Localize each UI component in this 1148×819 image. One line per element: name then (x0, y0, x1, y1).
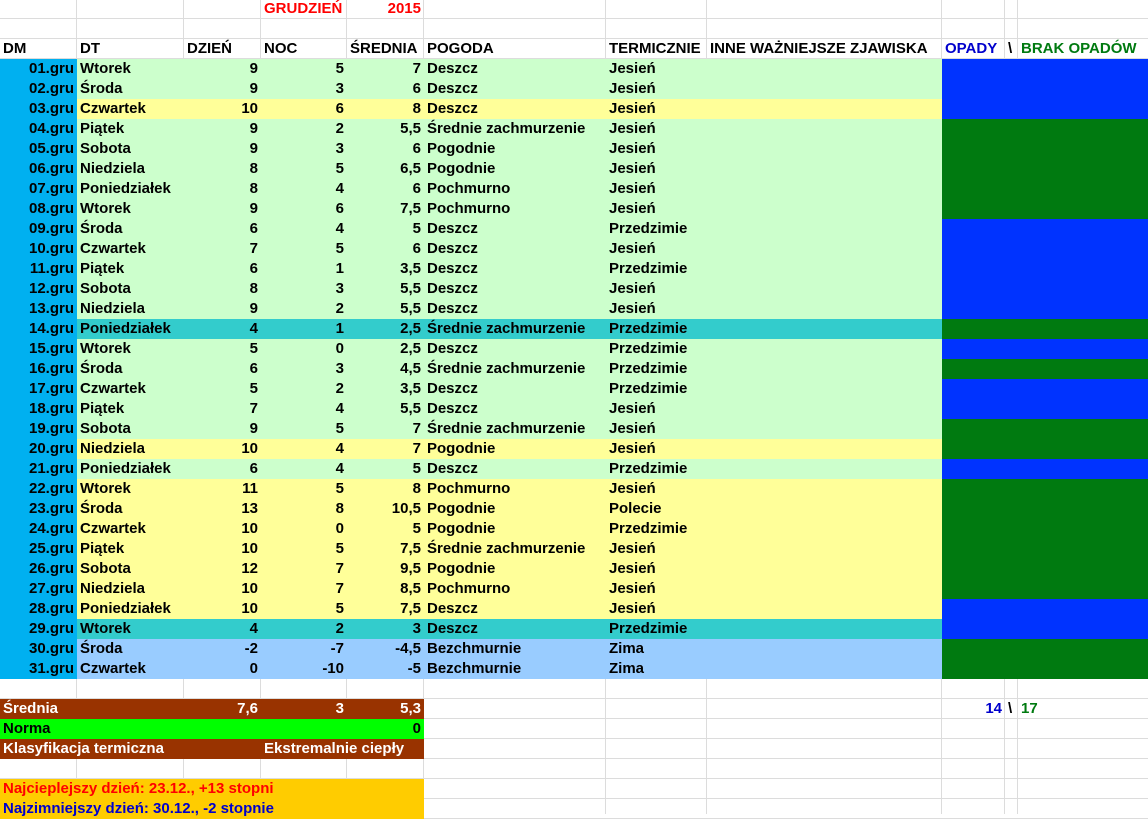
date-cell[interactable]: 24.gru (28, 520, 74, 537)
day-temp-cell[interactable]: 9 (249, 420, 258, 437)
weather-cell[interactable]: Pochmurno (427, 200, 511, 217)
night-temp-cell[interactable]: 4 (335, 440, 344, 457)
thermal-cell[interactable]: Jesień (609, 60, 656, 77)
night-temp-cell[interactable]: -10 (322, 660, 344, 677)
date-cell[interactable]: 04.gru (28, 120, 74, 137)
day-temp-cell[interactable]: 11 (242, 480, 258, 497)
mean-temp-cell[interactable]: 6 (412, 240, 421, 257)
count-separator[interactable]: \ (1008, 700, 1013, 717)
thermal-cell[interactable]: Jesień (609, 240, 656, 257)
mean-temp-cell[interactable]: 7 (412, 440, 421, 457)
day-temp-cell[interactable]: 0 (249, 660, 258, 677)
date-cell[interactable]: 03.gru (28, 100, 74, 117)
date-cell[interactable]: 29.gru (28, 620, 74, 637)
thermal-cell[interactable]: Zima (609, 640, 645, 657)
weekday-cell[interactable]: Sobota (80, 560, 131, 577)
date-cell[interactable]: 30.gru (28, 640, 74, 657)
day-temp-cell[interactable]: -2 (244, 640, 258, 657)
weather-cell[interactable]: Deszcz (427, 300, 478, 317)
avg-night[interactable]: 3 (335, 700, 344, 717)
weather-cell[interactable]: Pogodnie (427, 520, 496, 537)
precip-indicator (942, 499, 1148, 519)
weekday-cell[interactable]: Czwartek (80, 520, 146, 537)
weekday-cell[interactable]: Poniedziałek (80, 180, 171, 197)
day-temp-cell[interactable]: 10 (241, 440, 258, 457)
mean-temp-cell[interactable]: 7,5 (400, 600, 421, 617)
precip-indicator (942, 179, 1148, 199)
weekday-cell[interactable]: Sobota (80, 140, 131, 157)
weekday-cell[interactable]: Wtorek (80, 480, 131, 497)
header-srednia[interactable]: ŚREDNIA (350, 40, 418, 57)
day-temp-cell[interactable]: 4 (249, 320, 258, 337)
mean-temp-cell[interactable]: 6 (412, 180, 421, 197)
precip-indicator (942, 519, 1148, 539)
weather-cell[interactable]: Średnie zachmurzenie (427, 540, 586, 557)
weather-cell[interactable]: Deszcz (427, 240, 478, 257)
weather-cell[interactable]: Bezchmurnie (427, 640, 522, 657)
thermal-cell[interactable]: Przedzimie (609, 380, 688, 397)
precip-indicator (942, 659, 1148, 679)
weekday-cell[interactable]: Poniedziałek (80, 600, 171, 617)
header-sep[interactable]: \ (1008, 40, 1013, 57)
mean-temp-cell[interactable]: -5 (407, 660, 421, 677)
mean-temp-cell[interactable]: 2,5 (400, 340, 421, 357)
day-temp-cell[interactable]: 9 (249, 60, 258, 77)
header-dzien[interactable]: DZIEŃ (187, 40, 232, 57)
thermal-cell[interactable]: Przedzimie (609, 220, 688, 237)
header-noc[interactable]: NOC (264, 40, 298, 57)
night-temp-cell[interactable]: 5 (335, 480, 344, 497)
thermal-cell[interactable]: Przedzimie (609, 460, 688, 477)
weekday-cell[interactable]: Niedziela (80, 440, 146, 457)
date-cell[interactable]: 17.gru (28, 380, 74, 397)
date-cell[interactable]: 27.gru (28, 580, 74, 597)
weekday-cell[interactable]: Czwartek (80, 240, 146, 257)
night-temp-cell[interactable]: 0 (335, 340, 344, 357)
date-cell[interactable]: 23.gru (28, 500, 74, 517)
precip-indicator (942, 199, 1148, 219)
thermal-cell[interactable]: Przedzimie (609, 620, 688, 637)
weather-cell[interactable]: Deszcz (427, 80, 478, 97)
thermal-cell[interactable]: Zima (609, 660, 645, 677)
rain-days-count[interactable]: 14 (985, 700, 1002, 717)
precip-indicator (942, 539, 1148, 559)
avg-day[interactable]: 7,6 (237, 700, 258, 717)
day-temp-cell[interactable]: 5 (249, 340, 258, 357)
precip-indicator (942, 299, 1148, 319)
precip-indicator (942, 339, 1148, 359)
weather-cell[interactable]: Pogodnie (427, 500, 496, 517)
weather-cell[interactable]: Deszcz (427, 400, 478, 417)
day-temp-cell[interactable]: 12 (241, 560, 258, 577)
precip-indicator (942, 139, 1148, 159)
weekday-cell[interactable]: Sobota (80, 420, 131, 437)
precip-indicator (942, 259, 1148, 279)
weather-cell[interactable]: Deszcz (427, 60, 478, 77)
day-temp-cell[interactable]: 8 (249, 160, 258, 177)
mean-temp-cell[interactable]: 5 (412, 220, 421, 237)
mean-temp-cell[interactable]: 9,5 (400, 560, 421, 577)
precip-indicator (942, 119, 1148, 139)
day-temp-cell[interactable]: 4 (249, 620, 258, 637)
weather-cell[interactable]: Deszcz (427, 100, 478, 117)
weather-cell[interactable]: Deszcz (427, 260, 478, 277)
night-temp-cell[interactable]: 7 (335, 580, 344, 597)
mean-temp-cell[interactable]: 7,5 (400, 200, 421, 217)
weekday-cell[interactable]: Poniedziałek (80, 320, 171, 337)
mean-temp-cell[interactable]: 8,5 (400, 580, 421, 597)
night-temp-cell[interactable]: 5 (335, 600, 344, 617)
mean-temp-cell[interactable]: 6 (412, 80, 421, 97)
precip-indicator (942, 439, 1148, 459)
day-temp-cell[interactable]: 9 (249, 120, 258, 137)
mean-temp-cell[interactable]: 6 (412, 140, 421, 157)
weekday-cell[interactable]: Środa (80, 220, 123, 237)
night-temp-cell[interactable]: 5 (335, 540, 344, 557)
weekday-cell[interactable]: Piątek (80, 400, 125, 417)
thermal-cell[interactable]: Jesień (609, 80, 656, 97)
night-temp-cell[interactable]: 1 (335, 320, 344, 337)
date-cell[interactable]: 08.gru (28, 200, 74, 217)
thermal-cell[interactable]: Jesień (609, 140, 656, 157)
mean-temp-cell[interactable]: 3,5 (400, 380, 421, 397)
night-temp-cell[interactable]: 4 (335, 400, 344, 417)
mean-temp-cell[interactable]: 2,5 (400, 320, 421, 337)
thermal-cell[interactable]: Przedzimie (609, 520, 688, 537)
precip-indicator (942, 579, 1148, 599)
weather-cell[interactable]: Średnie zachmurzenie (427, 120, 586, 137)
day-temp-cell[interactable]: 6 (249, 460, 258, 477)
precip-indicator (942, 639, 1148, 659)
thermal-cell[interactable]: Polecie (609, 500, 662, 517)
thermal-cell[interactable]: Jesień (609, 180, 656, 197)
date-cell[interactable]: 28.gru (28, 600, 74, 617)
mean-temp-cell[interactable]: 8 (412, 100, 421, 117)
day-temp-cell[interactable]: 10 (241, 100, 258, 117)
header-brak-opadow[interactable]: BRAK OPADÓW (1021, 40, 1137, 57)
precip-indicator (942, 59, 1148, 79)
date-cell[interactable]: 25.gru (28, 540, 74, 557)
night-temp-cell[interactable]: 5 (335, 420, 344, 437)
month-title[interactable]: GRUDZIEŃ (264, 0, 343, 17)
thermal-cell[interactable]: Przedzimie (609, 260, 688, 277)
weekday-cell[interactable]: Wtorek (80, 200, 131, 217)
mean-temp-cell[interactable]: 4,5 (400, 360, 421, 377)
day-temp-cell[interactable]: 10 (241, 580, 258, 597)
date-cell[interactable]: 15.gru (28, 340, 74, 357)
date-cell[interactable]: 07.gru (28, 180, 74, 197)
day-temp-cell[interactable]: 7 (249, 400, 258, 417)
weekday-cell[interactable]: Czwartek (80, 660, 146, 677)
mean-temp-cell[interactable]: -4,5 (395, 640, 421, 657)
weather-cell[interactable]: Pochmurno (427, 180, 511, 197)
date-cell[interactable]: 16.gru (28, 360, 74, 377)
thermal-cell[interactable]: Przedzimie (609, 340, 688, 357)
day-temp-cell[interactable]: 9 (249, 140, 258, 157)
thermal-cell[interactable]: Jesień (609, 160, 656, 177)
weekday-cell[interactable]: Środa (80, 80, 123, 97)
day-temp-cell[interactable]: 9 (249, 200, 258, 217)
class-label[interactable]: Klasyfikacja termiczna (3, 740, 164, 757)
precip-indicator (942, 619, 1148, 639)
weekday-cell[interactable]: Wtorek (80, 60, 131, 77)
night-temp-cell[interactable]: 2 (335, 380, 344, 397)
date-cell[interactable]: 09.gru (28, 220, 74, 237)
weather-cell[interactable]: Bezchmurnie (427, 660, 522, 677)
weekday-cell[interactable]: Czwartek (80, 100, 146, 117)
weekday-cell[interactable]: Sobota (80, 280, 131, 297)
header-termicznie[interactable]: TERMICZNIE (609, 40, 701, 57)
weather-cell[interactable]: Pogodnie (427, 140, 496, 157)
night-temp-cell[interactable]: 0 (335, 520, 344, 537)
weather-cell[interactable]: Średnie zachmurzenie (427, 320, 586, 337)
day-temp-cell[interactable]: 6 (249, 220, 258, 237)
day-temp-cell[interactable]: 13 (241, 500, 258, 517)
mean-temp-cell[interactable]: 8 (412, 480, 421, 497)
weather-cell[interactable]: Pochmurno (427, 580, 511, 597)
date-cell[interactable]: 31.gru (28, 660, 74, 677)
date-cell[interactable]: 01.gru (28, 60, 74, 77)
weekday-cell[interactable]: Środa (80, 360, 123, 377)
date-cell[interactable]: 21.gru (28, 460, 74, 477)
day-temp-cell[interactable]: 8 (249, 180, 258, 197)
night-temp-cell[interactable]: 4 (335, 180, 344, 197)
date-cell[interactable]: 11.gru (29, 260, 74, 277)
mean-temp-cell[interactable]: 5,5 (400, 120, 421, 137)
precip-indicator (942, 79, 1148, 99)
weather-cell[interactable]: Średnie zachmurzenie (427, 420, 586, 437)
night-temp-cell[interactable]: 6 (335, 100, 344, 117)
precip-indicator (942, 459, 1148, 479)
weather-cell[interactable]: Średnie zachmurzenie (427, 360, 586, 377)
mean-temp-cell[interactable]: 10,5 (391, 500, 421, 517)
warmest-day-note[interactable]: Najcieplejszy dzień: 23.12., +13 stopni (3, 780, 274, 797)
date-cell[interactable]: 06.gru (28, 160, 74, 177)
night-temp-cell[interactable]: 2 (335, 300, 344, 317)
date-cell[interactable]: 13.gru (28, 300, 74, 317)
header-dm[interactable]: DM (3, 40, 27, 57)
precip-indicator (942, 219, 1148, 239)
weekday-cell[interactable]: Niedziela (80, 160, 146, 177)
mean-temp-cell[interactable]: 3,5 (400, 260, 421, 277)
day-temp-cell[interactable]: 10 (241, 540, 258, 557)
day-temp-cell[interactable]: 7 (249, 240, 258, 257)
precip-indicator (942, 319, 1148, 339)
date-cell[interactable]: 02.gru (28, 80, 74, 97)
date-cell[interactable]: 05.gru (28, 140, 74, 157)
weather-cell[interactable]: Deszcz (427, 380, 478, 397)
day-temp-cell[interactable]: 8 (249, 280, 258, 297)
mean-temp-cell[interactable]: 5,5 (400, 400, 421, 417)
date-cell[interactable]: 20.gru (28, 440, 74, 457)
weekday-cell[interactable]: Środa (80, 500, 123, 517)
date-cell[interactable]: 26.gru (28, 560, 74, 577)
thermal-cell[interactable]: Przedzimie (609, 360, 688, 377)
weekday-cell[interactable]: Poniedziałek (80, 460, 171, 477)
night-temp-cell[interactable]: 4 (335, 220, 344, 237)
thermal-cell[interactable]: Jesień (609, 100, 656, 117)
night-temp-cell[interactable]: 5 (335, 240, 344, 257)
weather-cell[interactable]: Pogodnie (427, 160, 496, 177)
weekday-cell[interactable]: Niedziela (80, 300, 146, 317)
dry-days-count[interactable]: 17 (1021, 700, 1038, 717)
thermal-cell[interactable]: Jesień (609, 540, 656, 557)
mean-temp-cell[interactable]: 5,5 (400, 300, 421, 317)
night-temp-cell[interactable]: -7 (330, 640, 344, 657)
weather-cell[interactable]: Deszcz (427, 220, 478, 237)
night-temp-cell[interactable]: 5 (335, 160, 344, 177)
night-temp-cell[interactable]: 5 (335, 60, 344, 77)
weather-cell[interactable]: Pochmurno (427, 480, 511, 497)
thermal-cell[interactable]: Jesień (609, 580, 656, 597)
norm-value[interactable]: 0 (412, 720, 421, 737)
norm-label[interactable]: Norma (3, 720, 51, 737)
coldest-day-note[interactable]: Najzimniejszy dzień: 30.12., -2 stopnie (3, 800, 274, 817)
avg-label[interactable]: Średnia (3, 700, 59, 717)
precip-indicator (942, 359, 1148, 379)
header-zjawiska[interactable]: INNE WAŻNIEJSZE ZJAWISKA (710, 40, 928, 57)
precip-indicator (942, 599, 1148, 619)
thermal-cell[interactable]: Jesień (609, 300, 656, 317)
mean-temp-cell[interactable]: 6,5 (400, 160, 421, 177)
thermal-cell[interactable]: Jesień (609, 440, 656, 457)
day-temp-cell[interactable]: 6 (249, 260, 258, 277)
weekday-cell[interactable]: Piątek (80, 120, 125, 137)
weather-cell[interactable]: Deszcz (427, 280, 478, 297)
night-temp-cell[interactable]: 2 (335, 120, 344, 137)
mean-temp-cell[interactable]: 7 (412, 420, 421, 437)
date-cell[interactable]: 22.gru (28, 480, 74, 497)
mean-temp-cell[interactable]: 5,5 (400, 280, 421, 297)
night-temp-cell[interactable]: 4 (335, 460, 344, 477)
avg-mean[interactable]: 5,3 (400, 700, 421, 717)
night-temp-cell[interactable]: 3 (335, 360, 344, 377)
weekday-cell[interactable]: Wtorek (80, 340, 131, 357)
year-title[interactable]: 2015 (387, 0, 421, 17)
precip-indicator (942, 419, 1148, 439)
thermal-cell[interactable]: Jesień (609, 600, 656, 617)
precip-indicator (942, 379, 1148, 399)
grid-line (0, 18, 1148, 19)
precip-indicator (942, 479, 1148, 499)
thermal-cell[interactable]: Jesień (609, 400, 656, 417)
thermal-cell[interactable]: Przedzimie (609, 320, 688, 337)
day-temp-cell[interactable]: 10 (241, 600, 258, 617)
header-pogoda[interactable]: POGODA (427, 40, 494, 57)
class-value[interactable]: Ekstremalnie ciepły (264, 740, 405, 757)
weather-cell[interactable]: Deszcz (427, 620, 478, 637)
day-temp-cell[interactable]: 10 (241, 520, 258, 537)
night-temp-cell[interactable]: 6 (335, 200, 344, 217)
day-temp-cell[interactable]: 9 (249, 300, 258, 317)
thermal-cell[interactable]: Jesień (609, 420, 656, 437)
night-temp-cell[interactable]: 3 (335, 140, 344, 157)
weather-cell[interactable]: Deszcz (427, 600, 478, 617)
precip-indicator (942, 399, 1148, 419)
mean-temp-cell[interactable]: 3 (412, 620, 421, 637)
night-temp-cell[interactable]: 8 (335, 500, 344, 517)
date-cell[interactable]: 18.gru (28, 400, 74, 417)
mean-temp-cell[interactable]: 5 (412, 460, 421, 477)
mean-temp-cell[interactable]: 7 (412, 60, 421, 77)
weather-cell[interactable]: Pogodnie (427, 560, 496, 577)
date-cell[interactable]: 14.gru (28, 320, 74, 337)
precip-indicator (942, 99, 1148, 119)
header-dt[interactable]: DT (80, 40, 100, 57)
date-cell[interactable]: 10.gru (28, 240, 74, 257)
day-temp-cell[interactable]: 6 (249, 360, 258, 377)
day-temp-cell[interactable]: 5 (249, 380, 258, 397)
weekday-cell[interactable]: Czwartek (80, 380, 146, 397)
precip-indicator (942, 559, 1148, 579)
weekday-cell[interactable]: Niedziela (80, 580, 146, 597)
precip-indicator (942, 279, 1148, 299)
date-cell[interactable]: 19.gru (28, 420, 74, 437)
precip-indicator (942, 159, 1148, 179)
night-temp-cell[interactable]: 7 (335, 560, 344, 577)
weather-cell[interactable]: Deszcz (427, 340, 478, 357)
night-temp-cell[interactable]: 3 (335, 80, 344, 97)
weekday-cell[interactable]: Środa (80, 640, 123, 657)
thermal-cell[interactable]: Jesień (609, 560, 656, 577)
mean-temp-cell[interactable]: 5 (412, 520, 421, 537)
night-temp-cell[interactable]: 3 (335, 280, 344, 297)
header-opady[interactable]: OPADY (945, 40, 998, 57)
thermal-cell[interactable]: Jesień (609, 480, 656, 497)
night-temp-cell[interactable]: 1 (335, 260, 344, 277)
weather-cell[interactable]: Pogodnie (427, 440, 496, 457)
mean-temp-cell[interactable]: 7,5 (400, 540, 421, 557)
thermal-cell[interactable]: Jesień (609, 120, 656, 137)
weekday-cell[interactable]: Piątek (80, 260, 125, 277)
weather-cell[interactable]: Deszcz (427, 460, 478, 477)
night-temp-cell[interactable]: 2 (335, 620, 344, 637)
weekday-cell[interactable]: Wtorek (80, 620, 131, 637)
thermal-cell[interactable]: Jesień (609, 200, 656, 217)
thermal-cell[interactable]: Jesień (609, 280, 656, 297)
weekday-cell[interactable]: Piątek (80, 540, 125, 557)
day-temp-cell[interactable]: 9 (249, 80, 258, 97)
precip-indicator (942, 239, 1148, 259)
date-cell[interactable]: 12.gru (28, 280, 74, 297)
